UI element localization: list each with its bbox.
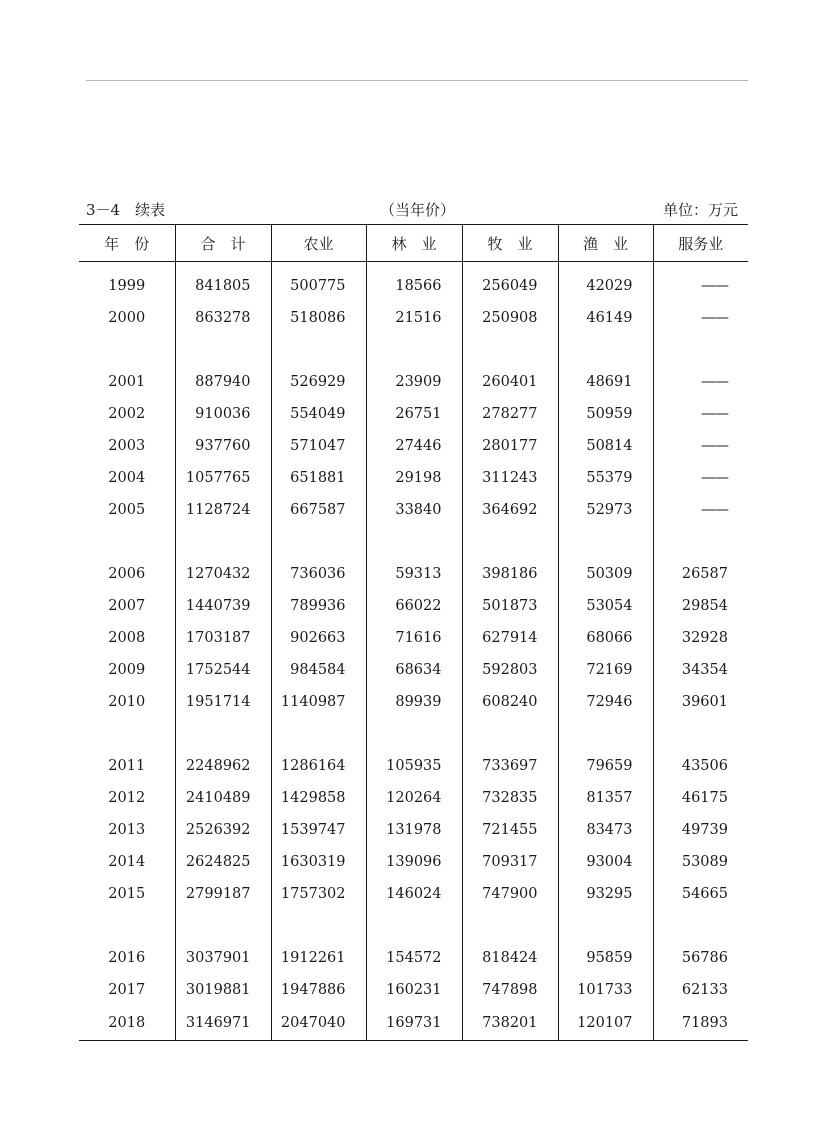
table-row xyxy=(79,366,748,398)
cell-agriculture: 1912261 xyxy=(271,942,366,974)
col-header-forestry: 林 业 xyxy=(366,225,462,262)
cell-agriculture: 651881 xyxy=(271,462,366,494)
cell-total: 1951714 xyxy=(175,686,271,718)
cell-forestry: 68634 xyxy=(366,654,462,686)
cell-total: 3037901 xyxy=(175,942,271,974)
cell-animal-husbandry: 398186 xyxy=(462,558,558,590)
cell-services: 56786 xyxy=(653,942,748,974)
cell-forestry: 18566 xyxy=(366,262,462,303)
price-basis: （当年价） xyxy=(380,201,456,219)
cell-services: —— xyxy=(653,462,748,494)
cell-services: 46175 xyxy=(653,782,748,814)
cell-services: 53089 xyxy=(653,846,748,878)
cell-fishery: 101733 xyxy=(558,974,653,1006)
cell-year: 2014 xyxy=(108,854,146,870)
cell-agriculture: 667587 xyxy=(271,494,366,526)
spacer-row xyxy=(79,718,748,750)
cell-fishery: 50309 xyxy=(558,558,653,590)
spacer-cell xyxy=(175,910,271,942)
cell-animal-husbandry: 250908 xyxy=(462,302,558,334)
spacer-cell xyxy=(271,526,366,558)
cell-year: 2008 xyxy=(108,630,146,646)
cell-year: 2012 xyxy=(108,790,146,806)
cell-services: 29854 xyxy=(653,590,748,622)
cell-total: 2799187 xyxy=(175,878,271,910)
cell-services: 54665 xyxy=(653,878,748,910)
cell-forestry: 29198 xyxy=(366,462,462,494)
cell-animal-husbandry: 364692 xyxy=(462,494,558,526)
spacer-cell xyxy=(366,718,462,750)
cell-total: 1703187 xyxy=(175,622,271,654)
cell-forestry: 169731 xyxy=(366,1006,462,1041)
table-row xyxy=(79,430,748,462)
cell-year: 2016 xyxy=(108,950,146,966)
cell-total: 2410489 xyxy=(175,782,271,814)
cell-animal-husbandry: 592803 xyxy=(462,654,558,686)
col-header-animal-husbandry: 牧 业 xyxy=(462,225,558,262)
cell-year: 2004 xyxy=(108,470,146,486)
cell-agriculture: 1630319 xyxy=(271,846,366,878)
cell-forestry: 33840 xyxy=(366,494,462,526)
header-row xyxy=(79,225,748,262)
cell-year: 1999 xyxy=(108,278,146,294)
spacer-cell xyxy=(653,526,748,558)
spacer-cell xyxy=(175,526,271,558)
spacer-cell xyxy=(462,334,558,366)
cell-fishery: 50814 xyxy=(558,430,653,462)
table-row xyxy=(79,750,748,782)
cell-fishery: 83473 xyxy=(558,814,653,846)
cell-forestry: 160231 xyxy=(366,974,462,1006)
table-row xyxy=(79,462,748,494)
cell-agriculture: 526929 xyxy=(271,366,366,398)
cell-animal-husbandry: 608240 xyxy=(462,686,558,718)
cell-total: 1752544 xyxy=(175,654,271,686)
spacer-cell xyxy=(175,718,271,750)
cell-fishery: 81357 xyxy=(558,782,653,814)
spacer-cell xyxy=(558,526,653,558)
cell-total: 2248962 xyxy=(175,750,271,782)
table-row xyxy=(79,814,748,846)
cell-fishery: 52973 xyxy=(558,494,653,526)
cell-animal-husbandry: 311243 xyxy=(462,462,558,494)
cell-forestry: 23909 xyxy=(366,366,462,398)
cell-forestry: 120264 xyxy=(366,782,462,814)
spacer-row xyxy=(79,526,748,558)
cell-total: 887940 xyxy=(175,366,271,398)
cell-agriculture: 1757302 xyxy=(271,878,366,910)
table-row xyxy=(79,494,748,526)
spacer-cell xyxy=(366,526,462,558)
cell-year: 2005 xyxy=(108,502,146,518)
cell-fishery: 50959 xyxy=(558,398,653,430)
cell-total: 863278 xyxy=(175,302,271,334)
cell-services: —— xyxy=(653,302,748,334)
table-row xyxy=(79,398,748,430)
table-row xyxy=(79,974,748,1006)
cell-forestry: 59313 xyxy=(366,558,462,590)
cell-total: 3019881 xyxy=(175,974,271,1006)
output-value-table xyxy=(79,224,748,1041)
table-caption xyxy=(86,199,738,219)
cell-year: 2006 xyxy=(108,566,146,582)
cell-year: 2009 xyxy=(108,662,146,678)
spacer-cell xyxy=(79,718,175,750)
cell-animal-husbandry: 280177 xyxy=(462,430,558,462)
cell-forestry: 71616 xyxy=(366,622,462,654)
cell-forestry: 66022 xyxy=(366,590,462,622)
cell-year: 2000 xyxy=(108,310,146,326)
spacer-cell xyxy=(175,334,271,366)
spacer-cell xyxy=(558,718,653,750)
cell-total: 937760 xyxy=(175,430,271,462)
cell-total: 1057765 xyxy=(175,462,271,494)
table-row xyxy=(79,878,748,910)
cell-year: 2011 xyxy=(108,758,146,774)
cell-fishery: 93295 xyxy=(558,878,653,910)
table-row xyxy=(79,782,748,814)
cell-fishery: 53054 xyxy=(558,590,653,622)
cell-animal-husbandry: 501873 xyxy=(462,590,558,622)
cell-year: 2007 xyxy=(108,598,146,614)
cell-animal-husbandry: 732835 xyxy=(462,782,558,814)
cell-agriculture: 1947886 xyxy=(271,974,366,1006)
cell-services: 32928 xyxy=(653,622,748,654)
cell-animal-husbandry: 733697 xyxy=(462,750,558,782)
cell-services: 62133 xyxy=(653,974,748,1006)
cell-agriculture: 1140987 xyxy=(271,686,366,718)
cell-total: 910036 xyxy=(175,398,271,430)
cell-fishery: 46149 xyxy=(558,302,653,334)
spacer-cell xyxy=(462,910,558,942)
cell-animal-husbandry: 278277 xyxy=(462,398,558,430)
cell-agriculture: 984584 xyxy=(271,654,366,686)
unit-label: 单位：万元 xyxy=(662,201,738,219)
cell-fishery: 48691 xyxy=(558,366,653,398)
cell-fishery: 68066 xyxy=(558,622,653,654)
spacer-cell xyxy=(366,910,462,942)
cell-services: 43506 xyxy=(653,750,748,782)
cell-fishery: 93004 xyxy=(558,846,653,878)
cell-services: —— xyxy=(653,366,748,398)
spacer-cell xyxy=(462,718,558,750)
cell-agriculture: 500775 xyxy=(271,262,366,303)
cell-animal-husbandry: 260401 xyxy=(462,366,558,398)
col-header-agriculture: 农业 xyxy=(271,225,366,262)
cell-year: 2017 xyxy=(108,982,146,998)
table-body xyxy=(79,262,748,1041)
spacer-cell xyxy=(79,526,175,558)
table-row xyxy=(79,262,748,303)
cell-services: —— xyxy=(653,398,748,430)
table-number: 3－4 续表 xyxy=(86,201,166,219)
cell-agriculture: 736036 xyxy=(271,558,366,590)
cell-animal-husbandry: 818424 xyxy=(462,942,558,974)
cell-fishery: 55379 xyxy=(558,462,653,494)
cell-fishery: 79659 xyxy=(558,750,653,782)
cell-agriculture: 789936 xyxy=(271,590,366,622)
cell-forestry: 21516 xyxy=(366,302,462,334)
cell-fishery: 72946 xyxy=(558,686,653,718)
spacer-cell xyxy=(79,334,175,366)
cell-year: 2013 xyxy=(108,822,146,838)
table-row xyxy=(79,942,748,974)
cell-total: 1270432 xyxy=(175,558,271,590)
cell-services: 49739 xyxy=(653,814,748,846)
table-row xyxy=(79,622,748,654)
spacer-cell xyxy=(271,910,366,942)
table-row xyxy=(79,302,748,334)
spacer-cell xyxy=(653,718,748,750)
cell-total: 841805 xyxy=(175,262,271,303)
cell-animal-husbandry: 627914 xyxy=(462,622,558,654)
cell-forestry: 27446 xyxy=(366,430,462,462)
spacer-cell xyxy=(271,718,366,750)
cell-services: 39601 xyxy=(653,686,748,718)
cell-year: 2015 xyxy=(108,886,146,902)
cell-fishery: 95859 xyxy=(558,942,653,974)
cell-animal-husbandry: 738201 xyxy=(462,1006,558,1041)
cell-fishery: 42029 xyxy=(558,262,653,303)
cell-agriculture: 902663 xyxy=(271,622,366,654)
col-header-total: 合 计 xyxy=(175,225,271,262)
cell-animal-husbandry: 747898 xyxy=(462,974,558,1006)
table-row xyxy=(79,846,748,878)
cell-agriculture: 518086 xyxy=(271,302,366,334)
table-row xyxy=(79,686,748,718)
spacer-cell xyxy=(271,334,366,366)
spacer-cell xyxy=(79,910,175,942)
cell-agriculture: 571047 xyxy=(271,430,366,462)
cell-forestry: 154572 xyxy=(366,942,462,974)
cell-total: 1440739 xyxy=(175,590,271,622)
cell-services: —— xyxy=(653,262,748,303)
spacer-cell xyxy=(462,526,558,558)
cell-total: 1128724 xyxy=(175,494,271,526)
cell-animal-husbandry: 721455 xyxy=(462,814,558,846)
spacer-cell xyxy=(558,334,653,366)
cell-forestry: 89939 xyxy=(366,686,462,718)
spacer-cell xyxy=(653,910,748,942)
cell-services: 34354 xyxy=(653,654,748,686)
cell-year: 2010 xyxy=(108,694,146,710)
cell-forestry: 139096 xyxy=(366,846,462,878)
cell-year: 2018 xyxy=(79,1006,175,1041)
cell-total: 2526392 xyxy=(175,814,271,846)
table-row xyxy=(79,654,748,686)
cell-forestry: 131978 xyxy=(366,814,462,846)
spacer-cell xyxy=(653,334,748,366)
cell-year: 2002 xyxy=(108,406,146,422)
cell-year: 2003 xyxy=(108,438,146,454)
col-header-year: 年 份 xyxy=(79,225,175,262)
header-rule xyxy=(86,80,748,81)
spacer-row xyxy=(79,910,748,942)
cell-services: —— xyxy=(653,430,748,462)
cell-total: 3146971 xyxy=(175,1006,271,1041)
table-row xyxy=(79,590,748,622)
cell-year: 2001 xyxy=(108,374,146,390)
cell-services: 71893 xyxy=(653,1006,748,1041)
table-row xyxy=(79,1006,748,1041)
cell-fishery: 72169 xyxy=(558,654,653,686)
cell-forestry: 105935 xyxy=(366,750,462,782)
cell-fishery: 120107 xyxy=(558,1006,653,1041)
cell-animal-husbandry: 256049 xyxy=(462,262,558,303)
cell-total: 2624825 xyxy=(175,846,271,878)
col-header-services: 服务业 xyxy=(653,225,748,262)
cell-forestry: 146024 xyxy=(366,878,462,910)
cell-animal-husbandry: 747900 xyxy=(462,878,558,910)
cell-agriculture: 2047040 xyxy=(271,1006,366,1041)
col-header-fishery: 渔 业 xyxy=(558,225,653,262)
cell-agriculture: 1539747 xyxy=(271,814,366,846)
spacer-row xyxy=(79,334,748,366)
cell-agriculture: 1286164 xyxy=(271,750,366,782)
spacer-cell xyxy=(366,334,462,366)
cell-services: —— xyxy=(653,494,748,526)
spacer-cell xyxy=(558,910,653,942)
cell-animal-husbandry: 709317 xyxy=(462,846,558,878)
cell-services: 26587 xyxy=(653,558,748,590)
cell-agriculture: 1429858 xyxy=(271,782,366,814)
table-row xyxy=(79,558,748,590)
cell-forestry: 26751 xyxy=(366,398,462,430)
cell-agriculture: 554049 xyxy=(271,398,366,430)
